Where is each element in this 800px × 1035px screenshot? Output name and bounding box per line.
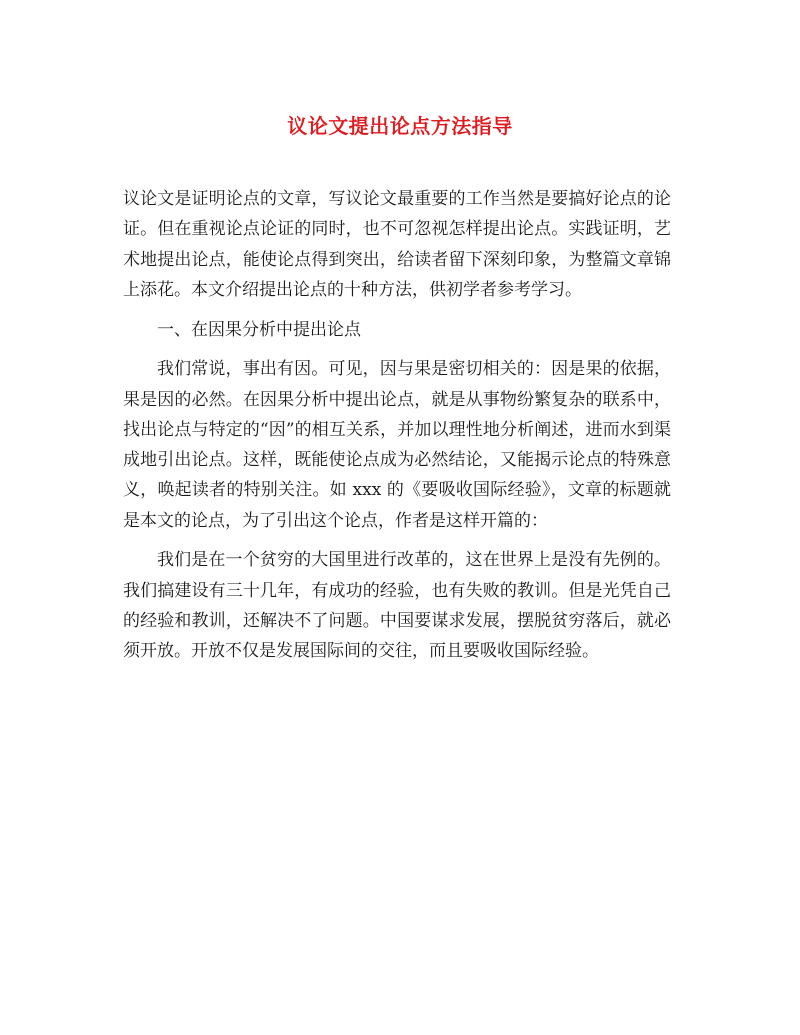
document-title: 议论文提出论点方法指导 xyxy=(287,114,513,138)
section-heading-1: 一、在因果分析中提出论点 xyxy=(157,319,361,340)
body-paragraph: 我们常说，事出有因。可见，因与果是密切相关的：因是果的依据，果是因的必然。在因果分析中提出论点，就是从事物纷繁复杂的联系中，找出论点与特定的“因”的相互关系，并加以理性地分析阐述，进而水到渠成地引出论点。这样，既能使论点成为必然结论，又能揭示论点的特殊意义，唤起读者的特别关注。如 xxx 的《要吸收国际经验》，文章的标题就是本文的论点，为了引出这个论点，作者是这样开篇的： xyxy=(123,359,671,531)
intro-paragraph: 议论文是证明论点的文章，写议论文最重要的工作当然是要搞好论点的论证。但在重视论点论证的同时，也不可忽视怎样提出论点。实践证明，艺术地提出论点，能使论点得到突出，给读者留下深刻印象，为整篇文章锦上添花。本文介绍提出论点的十种方法，供初学者参考学习。 xyxy=(123,189,671,300)
document-body xyxy=(123,184,671,676)
quote-paragraph: 我们是在一个贫穷的大国里进行改革的，这在世界上是没有先例的。我们搞建设有三十几年，有成功的经验，也有失败的教训。但是光凭自己的经验和教训，还解决不了问题。中国要谋求发展，摆脱贫穷落后，就必须开放。开放不仅是发展国际间的交往，而且要吸收国际经验。 xyxy=(123,550,671,662)
